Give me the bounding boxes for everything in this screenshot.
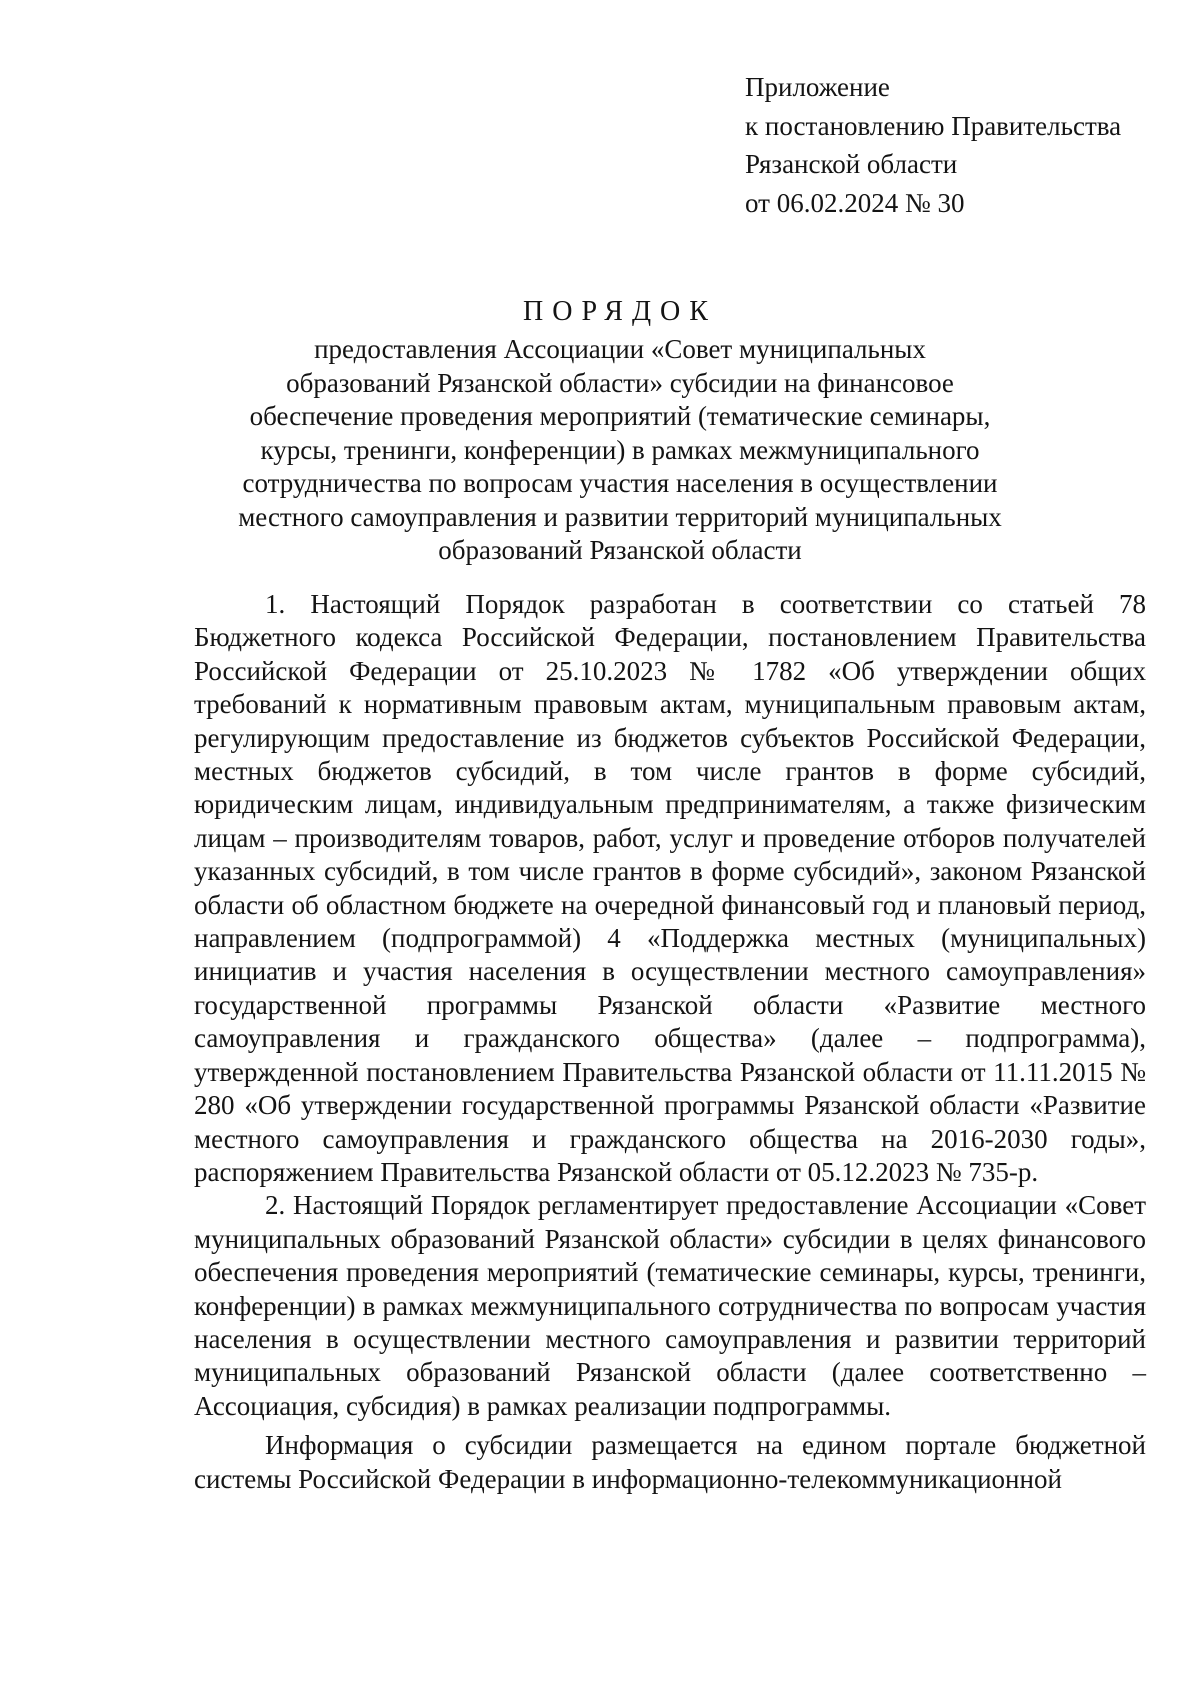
document-subtitle: [230, 333, 1010, 568]
subtitle-line: образований Рязанской области: [438, 535, 802, 565]
document-title: ПОРЯДОК: [523, 296, 717, 327]
subtitle-line: образований Рязанской области» субсидии на финансовое: [286, 367, 954, 398]
document-body: [194, 588, 1146, 1496]
document-title-block: [230, 292, 1010, 568]
subtitle-line: сотрудничества по вопросам участия населения в осуществлении: [242, 468, 998, 498]
appendix-line: к постановлению Правительства: [745, 110, 1122, 141]
paragraph-3: Информация о субсидии размещается на едином портале бюджетной системы Российской Федерации в информационно-телекоммуникационной: [194, 1430, 1146, 1494]
paragraph-1: 1. Настоящий Порядок разработан в соответствии со статьей 78 Бюджетного кодекса Российской Федерации, постановлением Правительства Российской Федерации от 25.10.2023 № 1782 «Об утверждении общих требований к нормативным правовым актам, муниципальным правовым актам, регулирующим предоставление из бюджетов субъектов Российской Федерации, местных бюджетов субсидий, в том числе грантов в форме субсидий, юридическим лицам, индивидуальным предпринимателям, а также физическим лицам – производителям товаров, работ, услуг и проведение отборов получателей указанных субсидий, в том числе грантов в форме субсидий», законом Рязанской области об областном бюджете на очередной финансовый год и плановый период, направлением (подпрограммой) 4 «Поддержка местных (муниципальных) инициатив и участия населения в осуществлении местного самоуправления» государственной программы Рязанской области «Развитие местного самоуправления и гражданского общества» (далее – подпрограмма), утвержденной постановлением Правительства Рязанской области от 11.11.2015 № 280 «Об утверждении государственной программы Рязанской области «Развитие местного самоуправления и гражданского общества на 2016-2030 годы», распоряжением Правительства Рязанской области от 05.12.2023 № 735-р.: [194, 589, 1146, 1187]
appendix-date-number: от 06.02.2024 № 30: [745, 187, 965, 218]
appendix-header: [745, 68, 1165, 222]
subtitle-line: местного самоуправления и развитии территорий муниципальных: [238, 501, 1002, 532]
subtitle-line: предоставления Ассоциации «Совет муниципальных: [314, 334, 926, 364]
subtitle-line: курсы, тренинги, конференции) в рамках межмуниципального: [260, 434, 980, 465]
appendix-line: Приложение: [745, 72, 890, 102]
paragraph-2: 2. Настоящий Порядок регламентирует предоставление Ассоциации «Совет муниципальных образований Рязанской области» субсидии в целях финансового обеспечения проведения мероприятий (тематические семинары, курсы, тренинги, конференции) в рамках межмуниципального сотрудничества по вопросам участия населения в осуществлении местного самоуправления и развитии территорий муниципальных образований Рязанской области (далее соответственно – Ассоциация, субсидия) в рамках реализации подпрограммы.: [194, 1190, 1146, 1421]
appendix-line: Рязанской области: [745, 149, 958, 179]
subtitle-line: обеспечение проведения мероприятий (тематические семинары,: [249, 401, 991, 431]
